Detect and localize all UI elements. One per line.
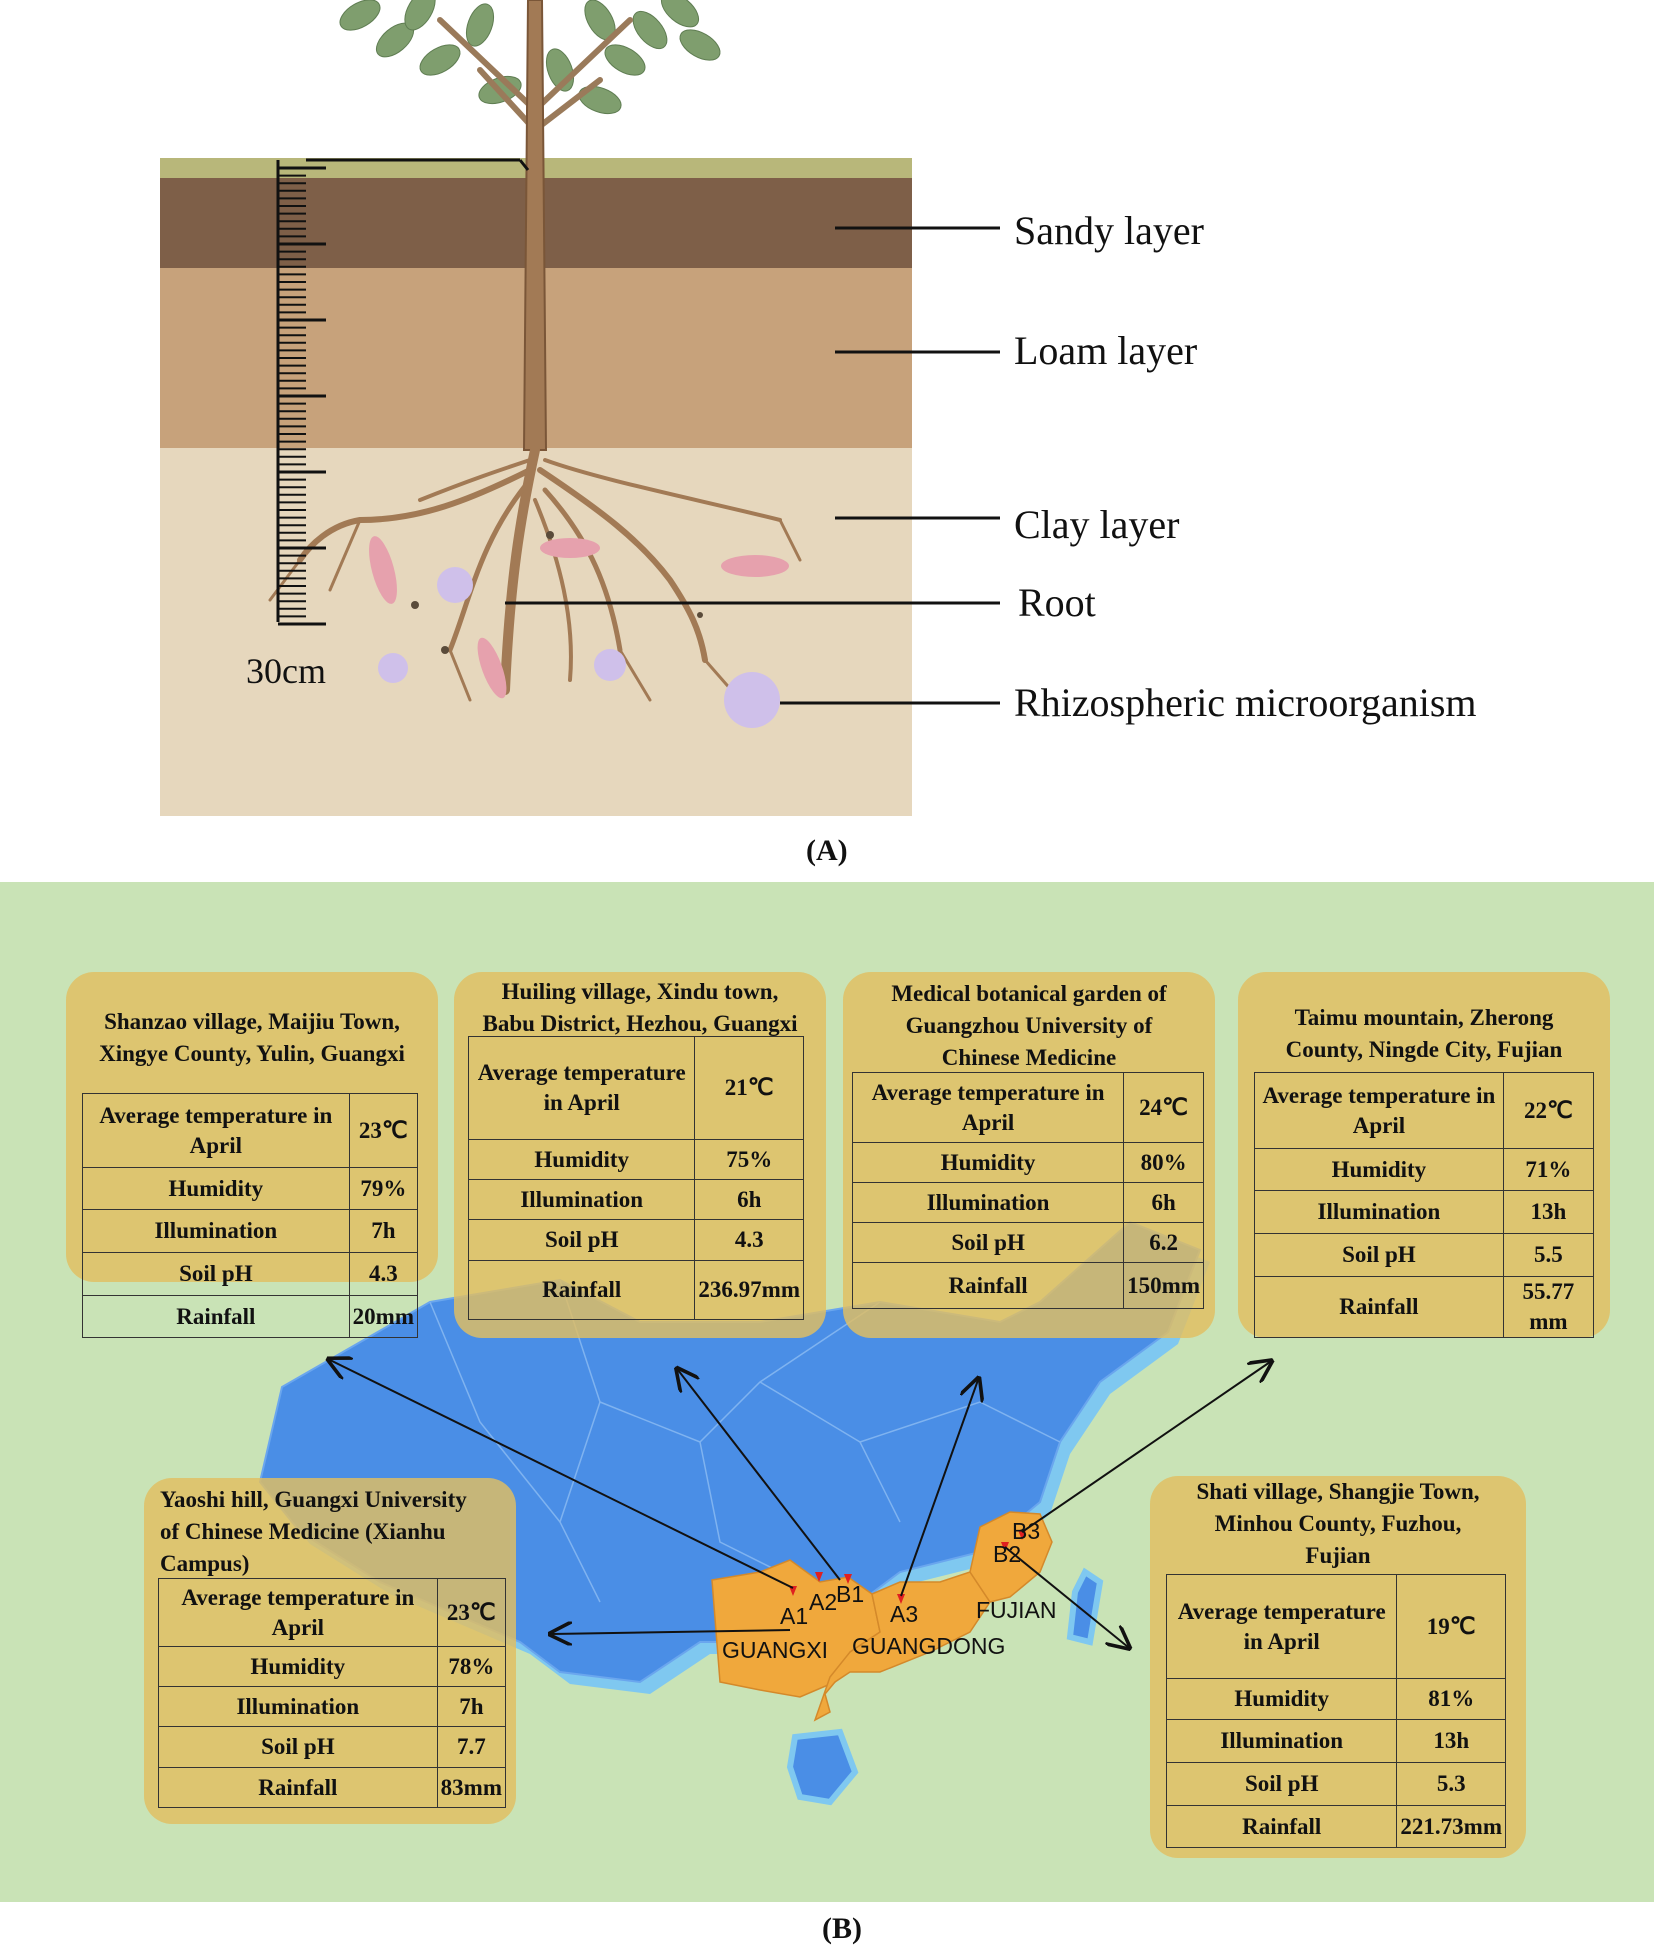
row-label: Humidity xyxy=(1167,1679,1397,1720)
row-label: Soil pH xyxy=(83,1253,350,1296)
row-label: Illumination xyxy=(1167,1720,1397,1763)
site-code-b3: B3 xyxy=(1012,1518,1041,1544)
climate-table xyxy=(82,1093,418,1338)
row-label: Rainfall xyxy=(853,1263,1124,1309)
humidity-value: 78% xyxy=(437,1647,505,1687)
rainfall-value: 150mm xyxy=(1124,1263,1204,1309)
row-label: Humidity xyxy=(83,1168,350,1210)
ph-value: 5.5 xyxy=(1503,1234,1593,1277)
province-guangxi: GUANGXI xyxy=(722,1637,829,1663)
row-label: Humidity xyxy=(469,1140,695,1180)
row-label: Illumination xyxy=(469,1180,695,1220)
site-card-botanical-garden xyxy=(843,972,1215,1338)
site-code-a2: A2 xyxy=(809,1589,838,1615)
row-label: Illumination xyxy=(1255,1191,1504,1234)
label-loam-layer: Loam layer xyxy=(1014,328,1198,373)
site-card-huiling xyxy=(454,972,826,1338)
ph-value: 7.7 xyxy=(437,1727,505,1768)
ph-value: 4.3 xyxy=(349,1253,417,1296)
label-clay-layer: Clay layer xyxy=(1014,502,1180,547)
illumination-value: 13h xyxy=(1397,1720,1506,1763)
label-sandy-layer: Sandy layer xyxy=(1014,208,1204,253)
humidity-value: 80% xyxy=(1124,1143,1204,1183)
tree-trunk xyxy=(524,0,546,450)
row-label: Average temperature in April xyxy=(1167,1575,1397,1679)
site-card-shanzao xyxy=(66,972,438,1329)
site-title: Medical botanical garden of Guangzhou University of Chinese Medicine xyxy=(891,981,1167,1070)
row-label: Humidity xyxy=(159,1647,438,1687)
row-label: Soil pH xyxy=(1255,1234,1504,1277)
site-code-a1: A1 xyxy=(780,1603,809,1629)
rainfall-value: 83mm xyxy=(437,1768,505,1808)
temperature-value: 22℃ xyxy=(1503,1073,1593,1149)
scale-label: 30cm xyxy=(246,651,326,691)
temperature-value: 21℃ xyxy=(695,1037,804,1140)
row-label: Average temperature in April xyxy=(83,1094,350,1168)
rainfall-value: 221.73mm xyxy=(1397,1806,1506,1848)
illumination-value: 6h xyxy=(695,1180,804,1220)
row-label: Average temperature in April xyxy=(469,1037,695,1140)
site-title: Shanzao village, Maijiu Town, Xingye County, Yulin, Guangxi xyxy=(99,1009,405,1066)
site-code-b1: B1 xyxy=(836,1581,865,1607)
site-title: Taimu mountain, Zherong County, Ningde City, Fujian xyxy=(1285,1005,1563,1062)
row-label: Average temperature in April xyxy=(1255,1073,1504,1149)
row-label: Humidity xyxy=(1255,1149,1504,1191)
row-label: Illumination xyxy=(853,1183,1124,1223)
climate-table xyxy=(158,1578,506,1808)
label-root: Root xyxy=(1018,580,1096,625)
site-title: Yaoshi hill, Guangxi University of Chinese Medicine (Xianhu Campus) xyxy=(160,1487,467,1576)
illumination-value: 7h xyxy=(437,1687,505,1727)
site-title: Shati village, Shangjie Town, Minhou County, Fuzhou, Fujian xyxy=(1196,1479,1480,1568)
temperature-value: 24℃ xyxy=(1124,1073,1204,1143)
row-label: Soil pH xyxy=(469,1220,695,1261)
site-code-a3: A3 xyxy=(890,1601,919,1627)
humidity-value: 71% xyxy=(1503,1149,1593,1191)
panel-b xyxy=(0,882,1654,1902)
climate-table xyxy=(468,1036,804,1320)
site-card-shati xyxy=(1150,1476,1526,1858)
province-fujian: FUJIAN xyxy=(976,1597,1057,1623)
panel-a-caption: (A) xyxy=(806,834,848,867)
province-guangdong: GUANGDONG xyxy=(852,1633,1006,1659)
panel-a xyxy=(0,0,1654,880)
row-label: Illumination xyxy=(159,1687,438,1727)
ph-value: 6.2 xyxy=(1124,1223,1204,1263)
site-card-taimu xyxy=(1238,972,1610,1338)
site-card-yaoshi-hill xyxy=(144,1478,516,1824)
illumination-value: 6h xyxy=(1124,1183,1204,1223)
temperature-value: 23℃ xyxy=(437,1579,505,1647)
temperature-value: 23℃ xyxy=(349,1094,417,1168)
row-label: Rainfall xyxy=(1255,1277,1504,1338)
temperature-value: 19℃ xyxy=(1397,1575,1506,1679)
hainan-island xyxy=(790,1732,855,1802)
row-label: Soil pH xyxy=(1167,1763,1397,1806)
taiwan-island xyxy=(1070,1572,1100,1642)
ph-value: 4.3 xyxy=(695,1220,804,1261)
label-microorganism: Rhizospheric microorganism xyxy=(1014,680,1477,725)
climate-table xyxy=(852,1072,1204,1309)
row-label: Rainfall xyxy=(159,1768,438,1808)
climate-table xyxy=(1166,1574,1506,1848)
climate-table xyxy=(1254,1072,1594,1338)
illumination-value: 13h xyxy=(1503,1191,1593,1234)
ph-value: 5.3 xyxy=(1397,1763,1506,1806)
site-title: Huiling village, Xindu town, Babu District, Hezhou, Guangxi xyxy=(482,979,798,1036)
illumination-value: 7h xyxy=(349,1210,417,1253)
row-label: Rainfall xyxy=(83,1296,350,1338)
row-label: Soil pH xyxy=(853,1223,1124,1263)
humidity-value: 81% xyxy=(1397,1679,1506,1720)
rainfall-value: 20mm xyxy=(349,1296,417,1338)
site-code-b2: B2 xyxy=(993,1541,1022,1567)
humidity-value: 79% xyxy=(349,1168,417,1210)
rainfall-value: 236.97mm xyxy=(695,1261,804,1320)
row-label: Illumination xyxy=(83,1210,350,1253)
row-label: Rainfall xyxy=(469,1261,695,1320)
humidity-value: 75% xyxy=(695,1140,804,1180)
row-label: Average temperature in April xyxy=(159,1579,438,1647)
row-label: Soil pH xyxy=(159,1727,438,1768)
panel-b-caption: (B) xyxy=(822,1912,862,1945)
rainfall-value: 55.77 mm xyxy=(1503,1277,1593,1338)
row-label: Rainfall xyxy=(1167,1806,1397,1848)
soil-profile-diagram xyxy=(0,0,1654,880)
row-label: Average temperature in April xyxy=(853,1073,1124,1143)
row-label: Humidity xyxy=(853,1143,1124,1183)
